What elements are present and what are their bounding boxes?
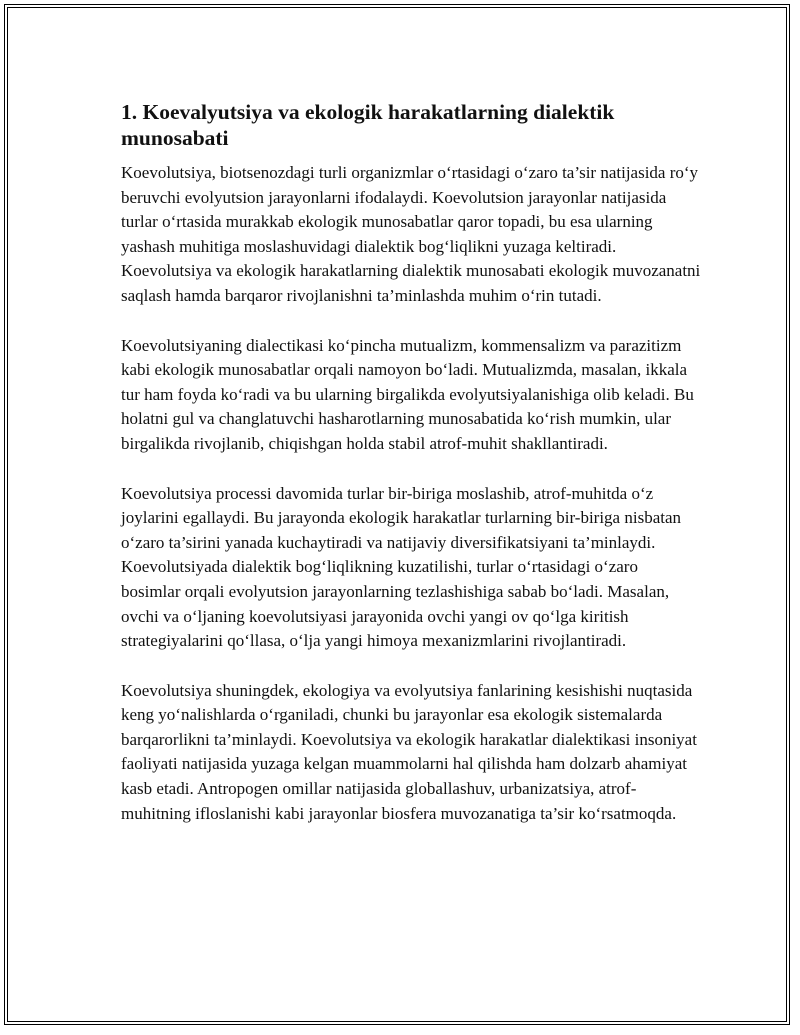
paragraph-3: Koevolutsiya processi davomida turlar bir-biriga moslashib, atrof-muhitda o‘z joylarini egallaydi. Bu jarayonda ekologik harakatlar turlarning bir-biriga nisbatan o‘zaro ta’sirini yanada kuchaytiradi va natijaviy diversifikatsiyani ta’minlaydi. Koevolutsiyada dialektik bog‘liqlikning kuzatilishi, turlar o‘rtasidagi o‘zaro bosimlar orqali evolyutsion jarayonlarning tezlashishiga sabab bo‘ladi. Masalan, ovchi va o‘ljaning koevolutsiyasi jarayonida ovchi yangi ov qo‘lga kiritish strategiyalarini qo‘llasa, o‘lja yangi himoya mexanizmlarini rivojlantiradi. (121, 483, 682, 651)
paragraph-2: Koevolutsiyaning dialectikasi ko‘pincha mutualizm, kommensalizm va parazitizm kabi ekologik munosabatlar orqali namoyon bo‘ladi. Mutualizmda, masalan, ikkala tur ham foyda ko‘radi va bu ularning birgalikda evolyutsiyalanishiga olib keladi. Bu holatni gul va changlatuvchi hasharotlarning munosabatida ko‘rish mumkin, ular birgalikda rivojlanib, chiqishgan holda stabil atrof-muhit shakllantiradi. (121, 335, 694, 453)
section-heading: 1. Koevalyutsiya va ekologik harakatlarning dialektik munosabati (121, 100, 615, 150)
page-frame (4, 4, 790, 1025)
paragraph-1: Koevolutsiya, biotsenozdagi turli organizmlar o‘rtasidagi o‘zaro ta’sir natijasida ro‘y beruvchi evolyutsion jarayonlarni ifodalaydi. Koevolutsion jarayonlar natijasida turlar o‘rtasida murakkab ekologik munosabatlar qaror topadi, bu esa ularning yashash muhitiga moslashuvidagi dialektik bog‘liqlikni yuzaga keltiradi. Koevolutsiya va ekologik harakatlarning dialektik munosabati ekologik muvozanatni saqlash hamda barqaror rivojlanishni ta’minlashda muhim o‘rin tutadi. (121, 163, 701, 305)
paragraph-4: Koevolutsiya shuningdek, ekologiya va evolyutsiya fanlarining kesishishi nuqtasida keng yo‘nalishlarda o‘rganiladi, chunki bu jarayonlar esa ekologik sistemalarda barqarorlikni ta’minlaydi. Koevolutsiya va ekologik harakatlar dialektikasi insoniyat faoliyati natijasida yuzaga kelgan muammolarni hal qilishda ham dolzarb ahamiyat kasb etadi. Antropogen omillar natijasida globallashuv, urbanizatsiya, atrof-muhitning ifloslanishi kabi jarayonlar biosfera muvozanatiga ta’sir ko‘rsatmoqda. (121, 680, 697, 823)
document-body (121, 99, 701, 851)
